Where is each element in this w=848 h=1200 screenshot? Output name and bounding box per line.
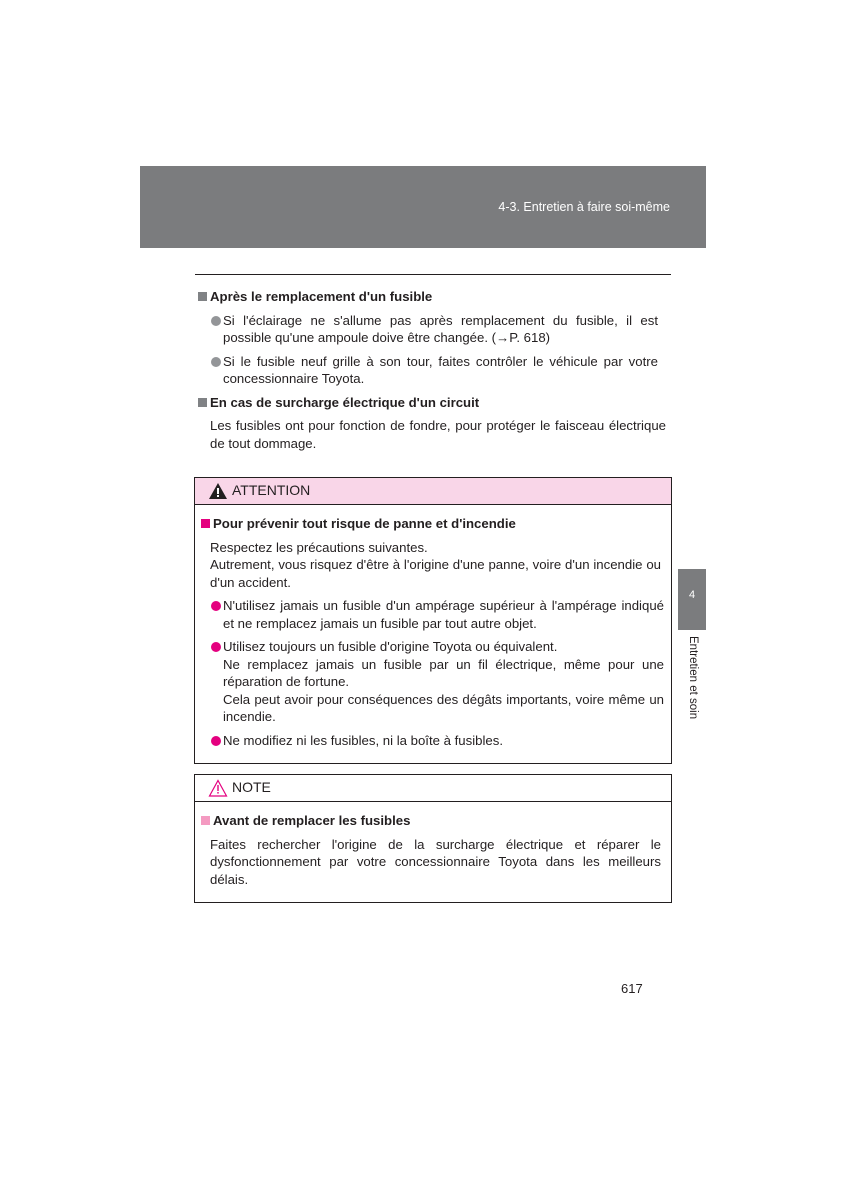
warning-icon bbox=[208, 482, 228, 500]
note-label: NOTE bbox=[232, 779, 271, 796]
square-bullet-icon bbox=[198, 398, 207, 407]
bullet-text: Utilisez toujours un fusible d'origine Toyota ou équivalent. bbox=[223, 639, 558, 654]
note-box bbox=[194, 774, 672, 903]
section1-title: Après le remplacement d'un fusible bbox=[210, 289, 433, 304]
square-bullet-icon bbox=[201, 519, 210, 528]
note-heading-text: Avant de remplacer les fusibles bbox=[213, 813, 411, 828]
chapter-number: 4 bbox=[688, 589, 696, 601]
attention-intro1: Respectez les précautions suivantes. bbox=[210, 539, 428, 555]
bullet-dot-icon bbox=[211, 357, 221, 367]
section2-title: En cas de surcharge électrique d'un circuit bbox=[210, 394, 480, 410]
note-text: Faites rechercher l'origine de la surcharge électrique et réparer le dysfonctionnement par votre concessionnaire Toyota dans les meilleurs délais. bbox=[210, 836, 661, 887]
bullet-text: Cela peut avoir pour conséquences des dégâts importants, voire même un incendie. bbox=[223, 691, 664, 724]
bullet-text: Si l'éclairage ne s'allume pas après remplacement du fusible, il est possible qu'une ampoule doive être changée. (→P. 618) bbox=[223, 312, 658, 345]
list-item bbox=[198, 597, 666, 632]
note-header bbox=[195, 775, 671, 802]
header-bar bbox=[140, 166, 706, 248]
attention-heading-text: Pour prévenir tout risque de panne et d'incendie bbox=[213, 516, 516, 531]
attention-box bbox=[194, 477, 672, 764]
list-item bbox=[198, 732, 666, 750]
attention-body bbox=[195, 505, 671, 763]
bullet-dot-icon bbox=[211, 316, 221, 326]
chapter-tab bbox=[678, 569, 706, 630]
section-heading bbox=[198, 394, 671, 412]
bullet-dot-icon bbox=[211, 601, 221, 611]
bullet-dot-icon bbox=[211, 736, 221, 746]
bullet-text: N'utilisez jamais un fusible d'un ampérage supérieur à l'ampérage indiqué et ne remplacez jamais un fusible par tout autre objet. bbox=[223, 598, 664, 631]
chapter-label: Entretien et soin bbox=[687, 636, 699, 720]
caution-icon bbox=[208, 779, 228, 797]
section-title: 4-3. Entretien à faire soi-même bbox=[498, 200, 670, 214]
bullet-text: Si le fusible neuf grille à son tour, faites contrôler le véhicule par votre concessionnaire Toyota. bbox=[223, 353, 658, 386]
bullet-text: Ne modifiez ni les fusibles, ni la boîte à fusibles. bbox=[223, 732, 504, 748]
note-heading bbox=[201, 812, 666, 830]
list-item bbox=[195, 353, 671, 388]
attention-label: ATTENTION bbox=[232, 482, 311, 499]
attention-header bbox=[195, 478, 671, 505]
square-bullet-icon bbox=[201, 816, 210, 825]
bullet-dot-icon bbox=[211, 642, 221, 652]
section-heading bbox=[198, 288, 671, 306]
section2-text: Les fusibles ont pour fonction de fondre, pour protéger le faisceau électrique de tout dommage. bbox=[210, 418, 666, 451]
attention-heading bbox=[201, 515, 666, 533]
page-number: 617 bbox=[621, 981, 643, 996]
square-bullet-icon bbox=[198, 292, 207, 301]
bullet-text: Ne remplacez jamais un fusible par un fil électrique, même pour une réparation de fortune. bbox=[223, 656, 664, 689]
list-item bbox=[195, 312, 671, 347]
attention-intro2: Autrement, vous risquez d'être à l'origine d'une panne, voire d'un incendie ou d'un accident. bbox=[210, 557, 661, 590]
note-body bbox=[195, 802, 671, 902]
main-content bbox=[195, 288, 671, 452]
top-rule bbox=[195, 274, 671, 275]
list-item bbox=[198, 638, 666, 726]
